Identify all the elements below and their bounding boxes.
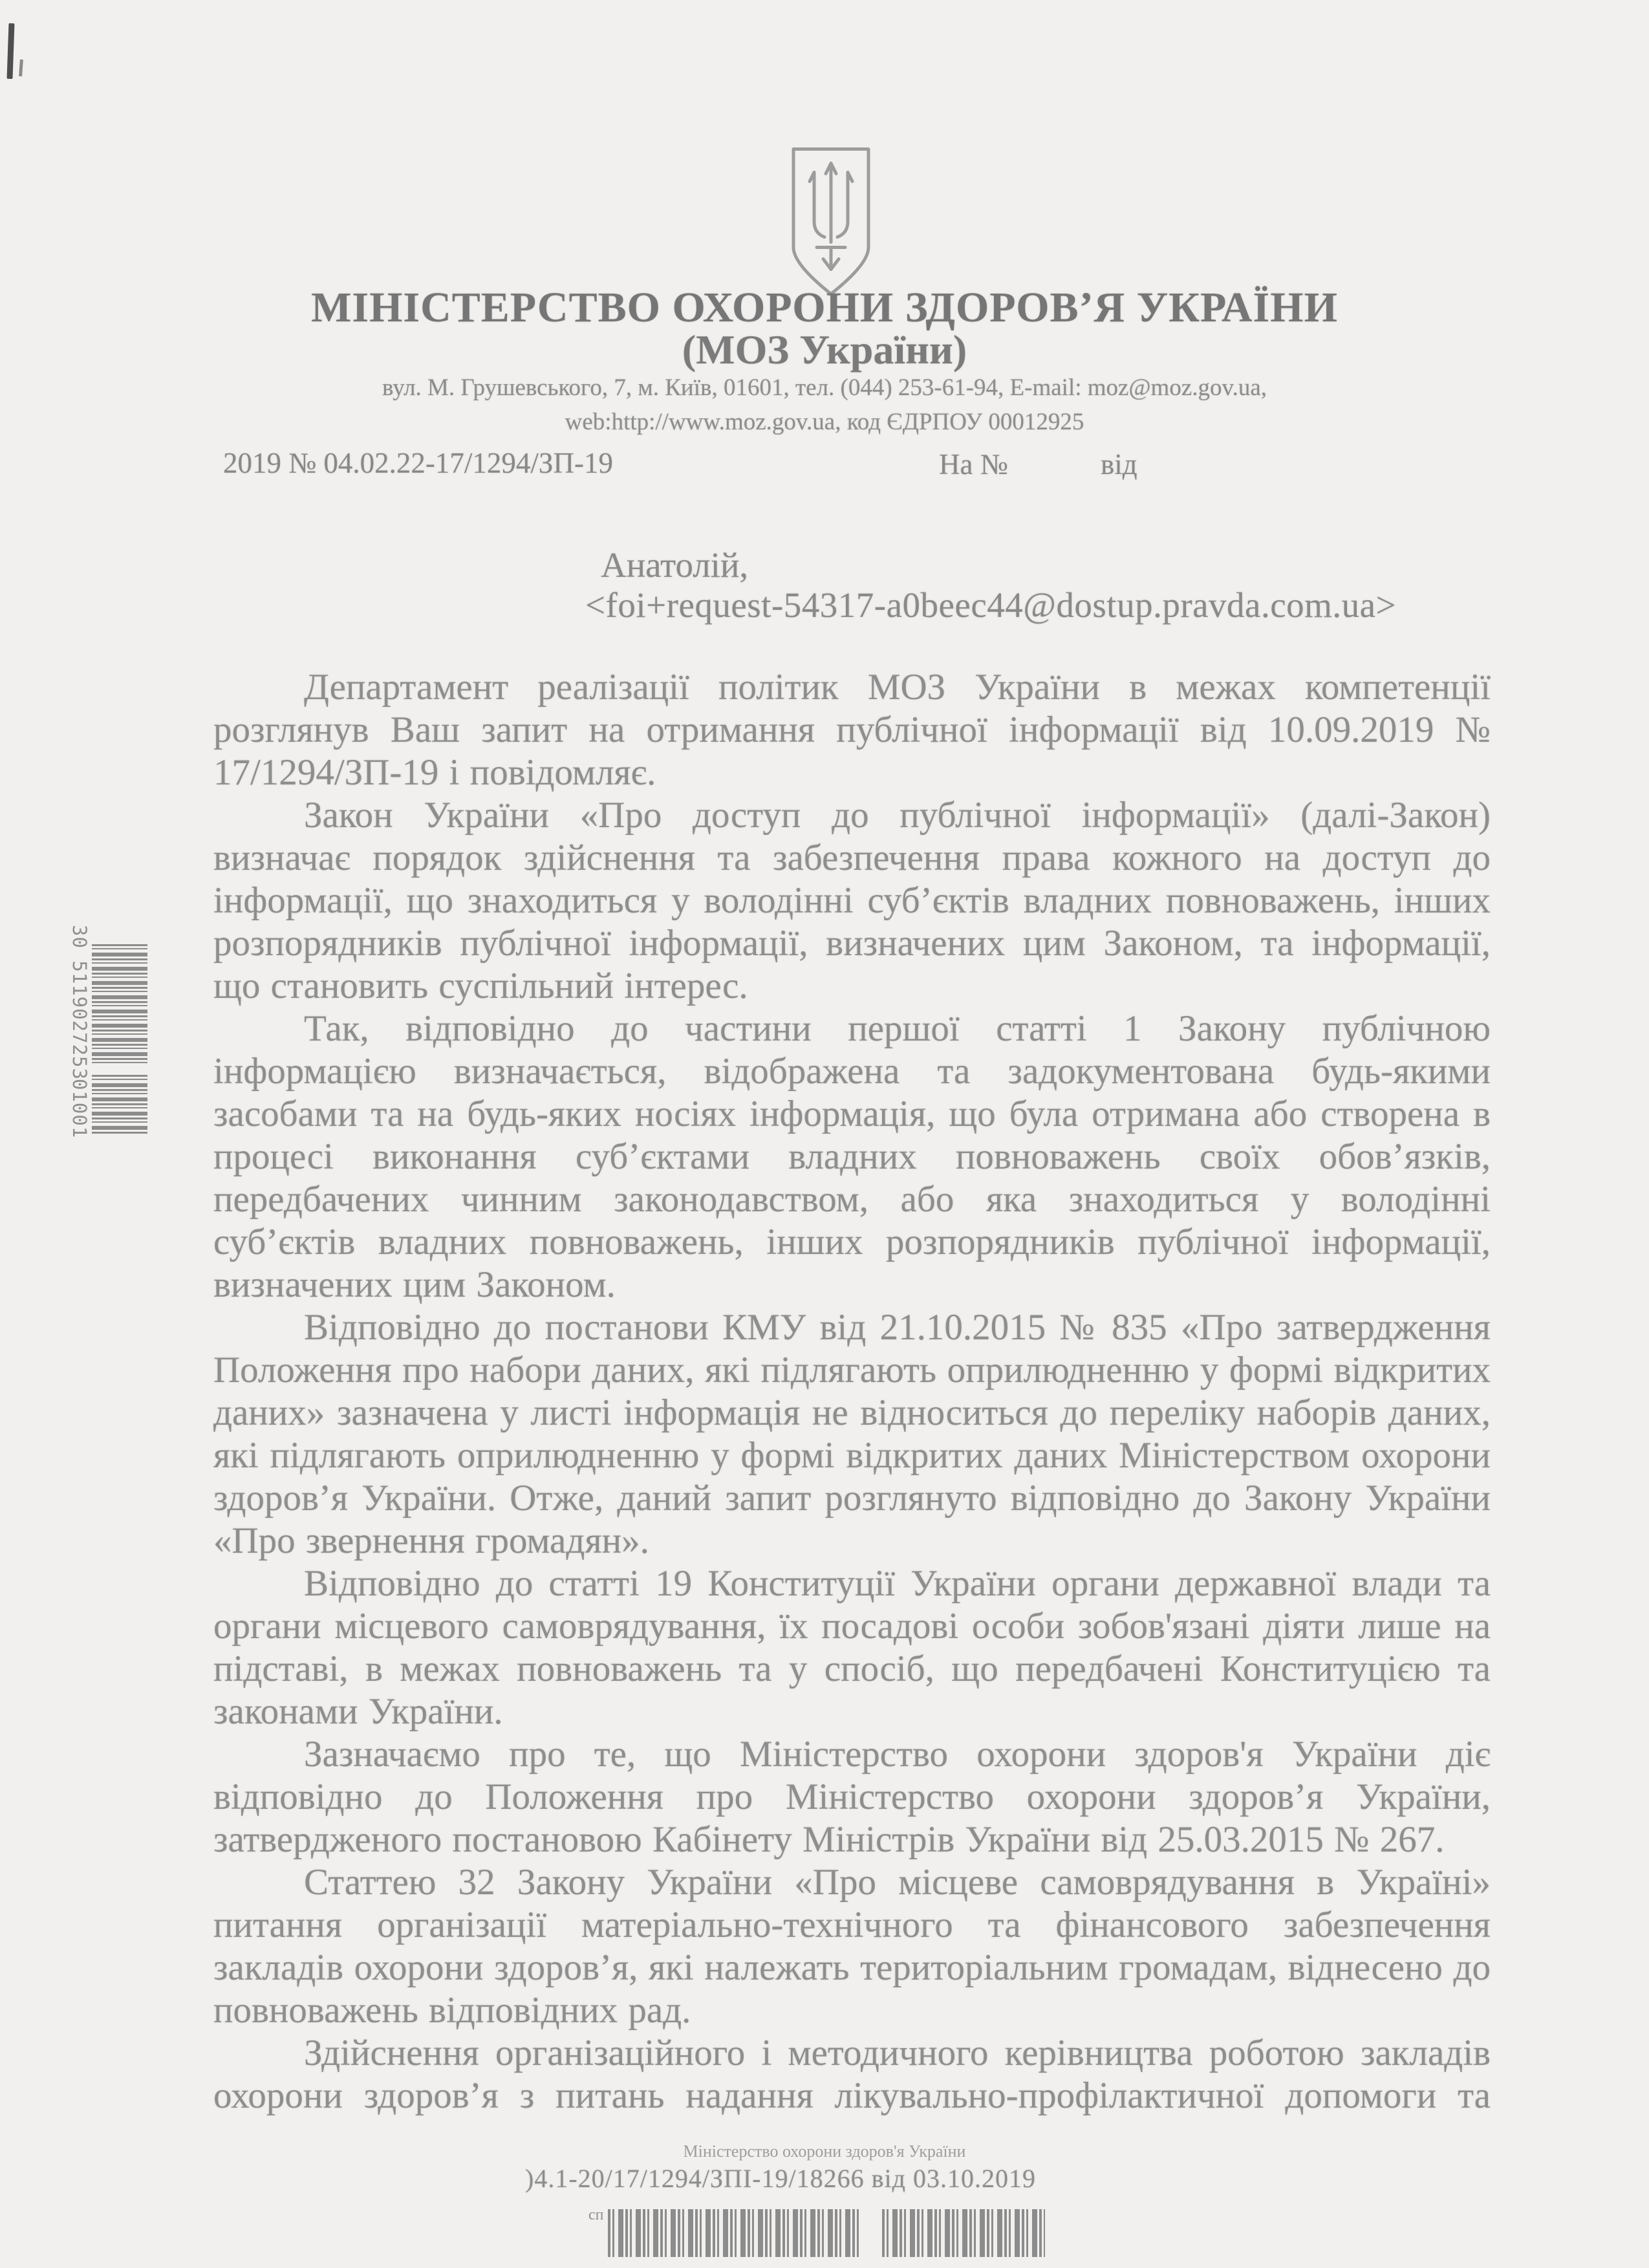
address-line-2: web:http://www.moz.gov.ua, код ЄДРПОУ 00012925 — [565, 409, 1084, 435]
body-paragraph: Здійснення організаційного і методичного керівництва роботою закладів охорони здоров’я з питань надання лікувально-профілактичної допомоги та — [213, 2033, 1491, 2116]
recipient-name: Анатолій, — [601, 545, 749, 585]
recipient-email: <foi+request-54317-a0beec44@dostup.pravda.com.ua> — [585, 585, 1397, 625]
footer-registration-reference: )4.1-20/17/1294/ЗПІ-19/18266 від 03.10.2019 — [525, 2164, 1037, 2193]
scan-artifact-mark — [19, 59, 23, 76]
body-paragraph: Відповідно до статті 19 Конституції України органи державної влади та органи місцевого самоврядування, їх посадові особи зобов'язані діяти лише на підставі, в межах повноважень та у спосіб, що передбачені Конституцією та законами України. — [213, 1563, 1491, 1732]
left-barcode-bars — [92, 944, 147, 1066]
body-paragraph: Відповідно до постанови КМУ від 21.10.2015 № 835 «Про затвердження Положення про набори даних, які підлягають оприлюдненню у формі відкритих даних» зазначена у листі інформація не відноситься до переліку наборів даних, які підлягають оприлюдненню у формі відкритих даних Міністерством охорони здоров’я України. Отже, даний запит розглянуто відповідно до Закону України «Про звернення громадян». — [213, 1307, 1491, 1561]
left-barcode-digits: 30 5119027253 — [69, 925, 91, 1080]
body-paragraph: Статтею 32 Закону України «Про місцеве самоврядування в Україні» питання організації матеріально-технічного та фінансового забезпечення закладів охорони здоров’я, які належать територіальним громадам, віднесено до повноважень відповідних рад. — [213, 1862, 1491, 2031]
body-paragraph: Так, відповідно до частини першої статті 1 Закону публічною інформацією визначається, відображена та задокументована будь-якими засобами та на будь-яких носіях інформація, що була отримана або створена в процесі виконання суб’єктами владних повноважень своїх обов’язків, передбачених чинним законодавством, або яка знаходиться у володінні суб’єктів владних повноважень, інших розпорядників публічної інформації, визначених цим Законом. — [213, 1008, 1491, 1305]
body-paragraph: Закон України «Про доступ до публічної інформації» (далі-Закон) визначає порядок здійснення та забезпечення права кожного на доступ до інформації, що знаходиться у володінні суб’єктів владних повноважень, інших розпорядників публічної інформації, визначених цим Законом, та інформації, що становить суспільний інтерес. — [213, 795, 1491, 1006]
ministry-name-title: МІНІСТЕРСТВО ОХОРОНИ ЗДОРОВ’Я УКРАЇНИ — [311, 284, 1338, 331]
ministry-short-name: (МОЗ України) — [682, 327, 967, 373]
outgoing-reference-number: 2019 № 04.02.22-17/1294/ЗП-19 — [223, 447, 613, 479]
footer-barcode-bars — [608, 2209, 861, 2257]
address-line-1: вул. М. Грушевського, 7, м. Київ, 01601, тел. (044) 253-61-94, E-mail: moz@moz.gov.ua, — [382, 374, 1267, 401]
body-paragraph: Департамент реалізації політик МОЗ України в межах компетенції розглянув Ваш запит на отримання публічної інформації від 10.09.2019 № 17/1294/ЗП-19 і повідомляє. — [213, 667, 1491, 793]
letter-body — [213, 666, 1491, 2117]
footer-barcode-bars — [882, 2209, 1045, 2257]
footer-org-name: Міністерство охорони здоров'я України — [683, 2142, 966, 2161]
left-barcode-bars — [92, 1075, 147, 1136]
recipient-block — [585, 545, 1396, 625]
incoming-number-label: На № — [939, 448, 1008, 481]
left-barcode-digits: 01001 — [69, 1079, 91, 1139]
body-paragraph: Зазначаємо про те, що Міністерство охорони здоров'я України діє відповідно до Положення про Міністерство охорони здоров’я України, затвердженого постановою Кабінету Міністрів України від 25.03.2015 № 267. — [213, 1734, 1491, 1860]
scan-artifact-mark — [7, 23, 15, 79]
incoming-date-label: від — [1101, 448, 1137, 481]
footer-barcode-label: сп — [588, 2207, 604, 2223]
trident-emblem-icon — [786, 144, 876, 302]
